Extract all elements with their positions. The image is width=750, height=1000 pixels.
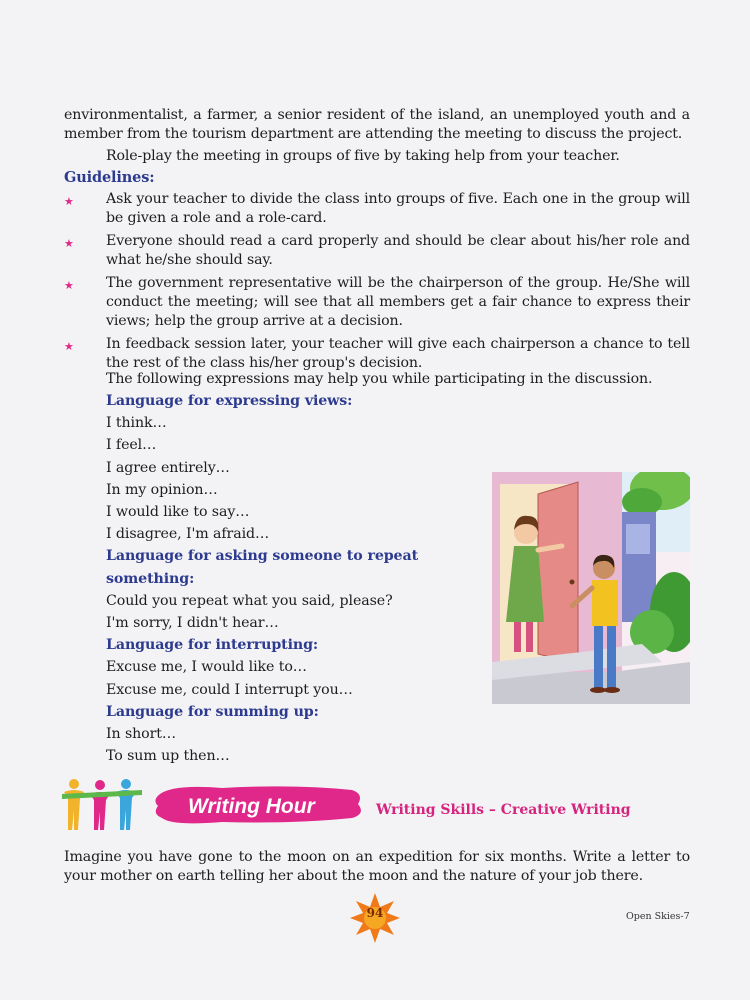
book-title-footer: Open Skies-7 <box>626 911 690 922</box>
list-item: ★ Everyone should read a card properly and should be clear about his/her role and what he/she should say. <box>64 233 690 268</box>
guidelines-list <box>64 190 690 373</box>
language-sections <box>106 390 506 767</box>
phrase-item: I'm sorry, I didn't hear… <box>106 615 279 632</box>
repeat-heading: Language for asking someone to repeat something: <box>106 548 419 587</box>
star-bullet-icon: ★ <box>64 279 74 292</box>
door-greeting-illustration <box>492 472 690 704</box>
phrase-item: I disagree, I'm afraid… <box>106 526 270 543</box>
list-item: ★ In feedback session later, your teacher will give each chairperson a chance to tell the rest of the class his/her group's decision. <box>64 336 690 371</box>
interrupting-heading: Language for interrupting: <box>106 637 319 654</box>
star-bullet-icon: ★ <box>64 340 74 353</box>
star-bullet-icon: ★ <box>64 195 74 208</box>
followup-text: The following expressions may help you while participating in the discussion. <box>106 371 653 387</box>
star-bullet-icon: ★ <box>64 237 74 250</box>
page-number: 94 <box>366 906 384 920</box>
list-item: ★ Ask your teacher to divide the class into groups of five. Each one in the group will be given a role and a role-card. <box>64 191 690 226</box>
phrase-item: In short… <box>106 726 176 743</box>
phrase-item: In my opinion… <box>106 481 218 498</box>
writing-task: Imagine you have gone to the moon on an expedition for six months. Write a letter to your mother on earth telling her about the moon and the nature of your job there. <box>64 849 690 884</box>
phrase-item: I think… <box>106 415 167 432</box>
phrase-item: Excuse me, could I interrupt you… <box>106 681 353 698</box>
roleplay-instruction: Role-play the meeting in groups of five by taking help from your teacher. <box>106 148 620 164</box>
intro-paragraph: environmentalist, a farmer, a senior resident of the island, an unemployed youth and a member from the tourism department are attending the meeting to discuss the project. <box>64 107 690 142</box>
phrase-item: Could you repeat what you said, please? <box>106 592 393 609</box>
guidelines-heading: Guidelines: <box>64 169 155 186</box>
writing-hour-badge-text: Writing Hour <box>188 795 315 818</box>
summing-up-heading: Language for summing up: <box>106 703 319 720</box>
phrase-item: To sum up then… <box>106 748 230 765</box>
phrase-item: I agree entirely… <box>106 459 230 476</box>
writing-skills-subtitle: Writing Skills – Creative Writing <box>376 802 631 818</box>
list-item: ★ The government representative will be the chairperson of the group. He/She will conduct the meeting; will see that all members get a fair chance to express their views; help the group arrive at a decision. <box>64 275 690 329</box>
phrase-item: I would like to say… <box>106 504 250 521</box>
phrase-item: I feel… <box>106 437 157 454</box>
children-group-icon <box>62 779 142 830</box>
expressing-views-heading: Language for expressing views: <box>106 393 353 409</box>
phrase-item: Excuse me, I would like to… <box>106 659 307 676</box>
